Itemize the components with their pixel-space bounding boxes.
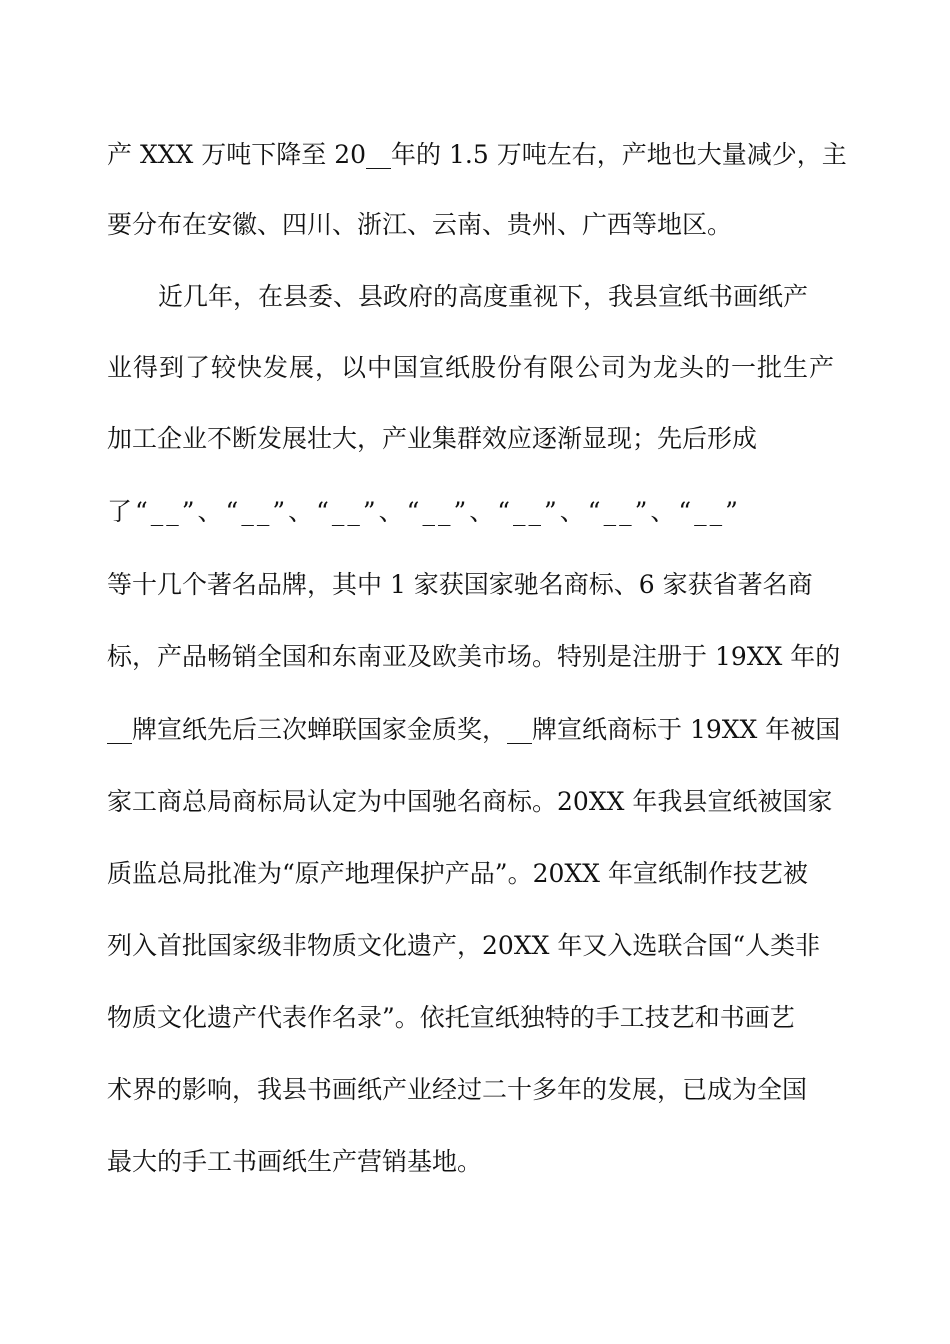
text-line: 质监总局批准为“原产地理保护产品”。20XX 年宣纸制作技艺被 (107, 859, 808, 888)
text-line: 了“__”、“__”、“__”、“__”、“__”、“__”、“__” (107, 497, 741, 526)
text-line: 业得到了较快发展，以中国宣纸股份有限公司为龙头的一批生产 (107, 353, 836, 382)
text-line: 最大的手工书画纸生产营销基地。 (107, 1147, 483, 1176)
paragraph-first-line: 近几年，在县委、县政府的高度重视下，我县宣纸书画纸产 (158, 282, 809, 311)
text-line: __牌宣纸先后三次蝉联国家金质奖，__牌宣纸商标于 19XX 年被国 (107, 715, 841, 744)
text-line: 加工企业不断发展壮大，产业集群效应逐渐显现；先后形成 (107, 424, 758, 453)
text-line: 术界的影响，我县书画纸产业经过二十多年的发展，已成为全国 (107, 1075, 808, 1104)
text-line: 家工商总局商标局认定为中国驰名商标。20XX 年我县宣纸被国家 (107, 787, 833, 816)
text-line: 等十几个著名品牌，其中 1 家获国家驰名商标、6 家获省著名商 (107, 570, 813, 599)
text-line: 要分布在安徽、四川、浙江、云南、贵州、广西等地区。 (107, 210, 733, 239)
text-line: 列入首批国家级非物质文化遗产，20XX 年又入选联合国“人类非 (107, 931, 821, 960)
text-line: 产 XXX 万吨下降至 20__年的 1.5 万吨左右，产地也大量减少，主 (107, 140, 847, 169)
text-line: 标，产品畅销全国和东南亚及欧美市场。特别是注册于 19XX 年的 (107, 642, 841, 671)
text-line: 物质文化遗产代表作名录”。依托宣纸独特的手工技艺和书画艺 (107, 1003, 795, 1032)
